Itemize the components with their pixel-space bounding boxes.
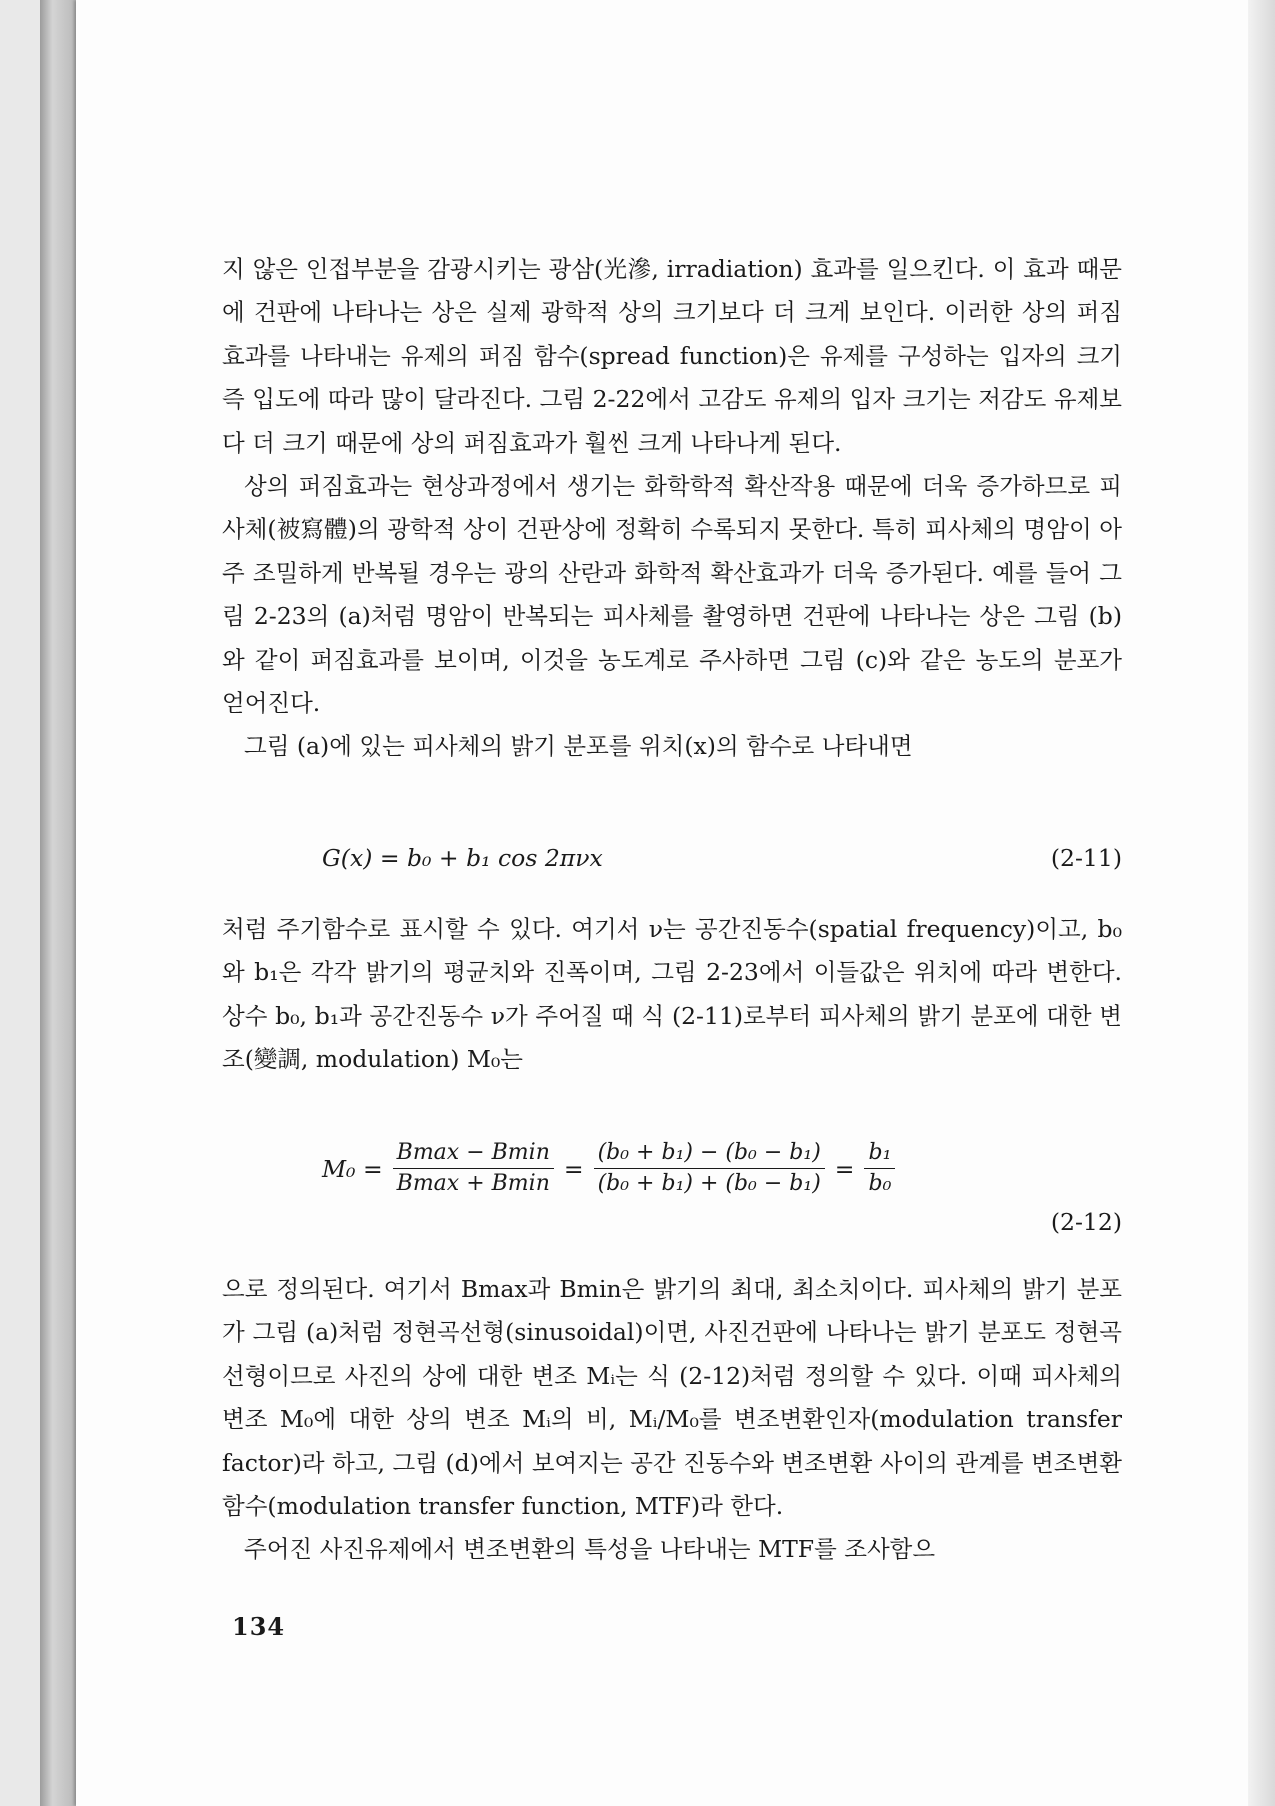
- page-edge: [1248, 0, 1275, 1806]
- equals-sign-2: =: [834, 1154, 855, 1183]
- equation-2-12: [222, 1128, 1122, 1238]
- fraction-coefficients-denominator: (b₀ + b₁) + (b₀ − b₁): [597, 1171, 821, 1196]
- equation-lhs: M₀ =: [322, 1154, 383, 1183]
- equation-2-11-expression: G(x) = b₀ + b₁ cos 2πνx: [322, 844, 603, 872]
- fraction-ratio-numerator: b₁: [864, 1138, 895, 1169]
- paragraph-6: 주어진 사진유제에서 변조변환의 특성을 나타내는 MTF를 조사함으: [244, 1535, 936, 1564]
- paragraph-4: 처럼 주기함수로 표시할 수 있다. 여기서 ν는 공간진동수(spatial frequency)이고, b₀와 b₁은 각각 밝기의 평균치와 진폭이며, 그림 2-23에서 이들값은 위치에 따라 변한다. 상수 b₀, b₁과 공간진동수 ν가 주어질 때 식 (2-11)로부터 피사체의 밝기 분포에 대한 변조(變調, modulation) M₀는: [222, 915, 1122, 1074]
- text-block-top: [222, 248, 1122, 769]
- fraction-coefficients-numerator: (b₀ + b₁) − (b₀ − b₁): [594, 1138, 825, 1169]
- equation-2-11-number: (2-11): [1050, 844, 1122, 872]
- text-block-bottom: [222, 1268, 1122, 1572]
- equation-2-12-number: (2-12): [1050, 1208, 1122, 1236]
- fraction-brightness-denominator: Bmax + Bmin: [396, 1171, 550, 1196]
- book-spine: [40, 0, 76, 1806]
- page-number: 134: [232, 1612, 286, 1641]
- fraction-coefficients: [594, 1138, 825, 1199]
- text-block-middle: [222, 908, 1122, 1082]
- paragraph-1: 지 않은 인접부분을 감광시키는 광삼(光滲, irradiation) 효과를 일으킨다. 이 효과 때문에 건판에 나타나는 상은 실제 광학적 상의 크기보다 더 크게 보인다. 이러한 상의 퍼짐 효과를 나타내는 유제의 퍼짐 함수(spread function)은 유제를 구성하는 입자의 크기 즉 입도에 따라 많이 달라진다. 그림 2-22에서 고감도 유제의 입자 크기는 저감도 유제보다 더 크기 때문에 상의 퍼짐효과가 훨씬 크게 나타나게 된다.: [222, 255, 1122, 457]
- equals-sign-1: =: [563, 1154, 584, 1183]
- fraction-brightness-numerator: Bmax − Bmin: [393, 1138, 554, 1169]
- paragraph-3: 그림 (a)에 있는 피사체의 밝기 분포를 위치(x)의 함수로 나타내면: [244, 732, 913, 761]
- fraction-ratio-denominator: b₀: [868, 1171, 892, 1196]
- fraction-ratio: [864, 1138, 895, 1199]
- paragraph-5: 으로 정의된다. 여기서 Bmax과 Bmin은 밝기의 최대, 최소치이다. 피사체의 밝기 분포가 그림 (a)처럼 정현곡선형(sinusoidal)이면, 사진건판에 나타나는 밝기 분포도 정현곡선형이므로 사진의 상에 대한 변조 Mᵢ는 식 (2-12)처럼 정의할 수 있다. 이때 피사체의 변조 M₀에 대한 상의 변조 Mᵢ의 비, Mᵢ/M₀를 변조변환인자(modulation transfer factor)라 하고, 그림 (d)에서 보여지는 공간 진동수와 변조변환 사이의 관계를 변조변환함수(modulation transfer function, MTF)라 한다.: [222, 1275, 1122, 1521]
- equation-2-12-expression: [322, 1138, 905, 1199]
- fraction-brightness: [393, 1138, 554, 1199]
- paragraph-2: 상의 퍼짐효과는 현상과정에서 생기는 화학학적 확산작용 때문에 더욱 증가하므로 피사체(被寫體)의 광학적 상이 건판상에 정확히 수록되지 못한다. 특히 피사체의 명암이 아주 조밀하게 반복될 경우는 광의 산란과 화학적 확산효과가 더욱 증가된다. 예를 들어 그림 2-23의 (a)처럼 명암이 반복되는 피사체를 촬영하면 건판에 나타나는 상은 그림 (b)와 같이 퍼짐효과를 보이며, 이것을 농도계로 주사하면 그림 (c)와 같은 농도의 분포가 얻어진다.: [222, 472, 1122, 718]
- equation-2-11: [222, 838, 1122, 882]
